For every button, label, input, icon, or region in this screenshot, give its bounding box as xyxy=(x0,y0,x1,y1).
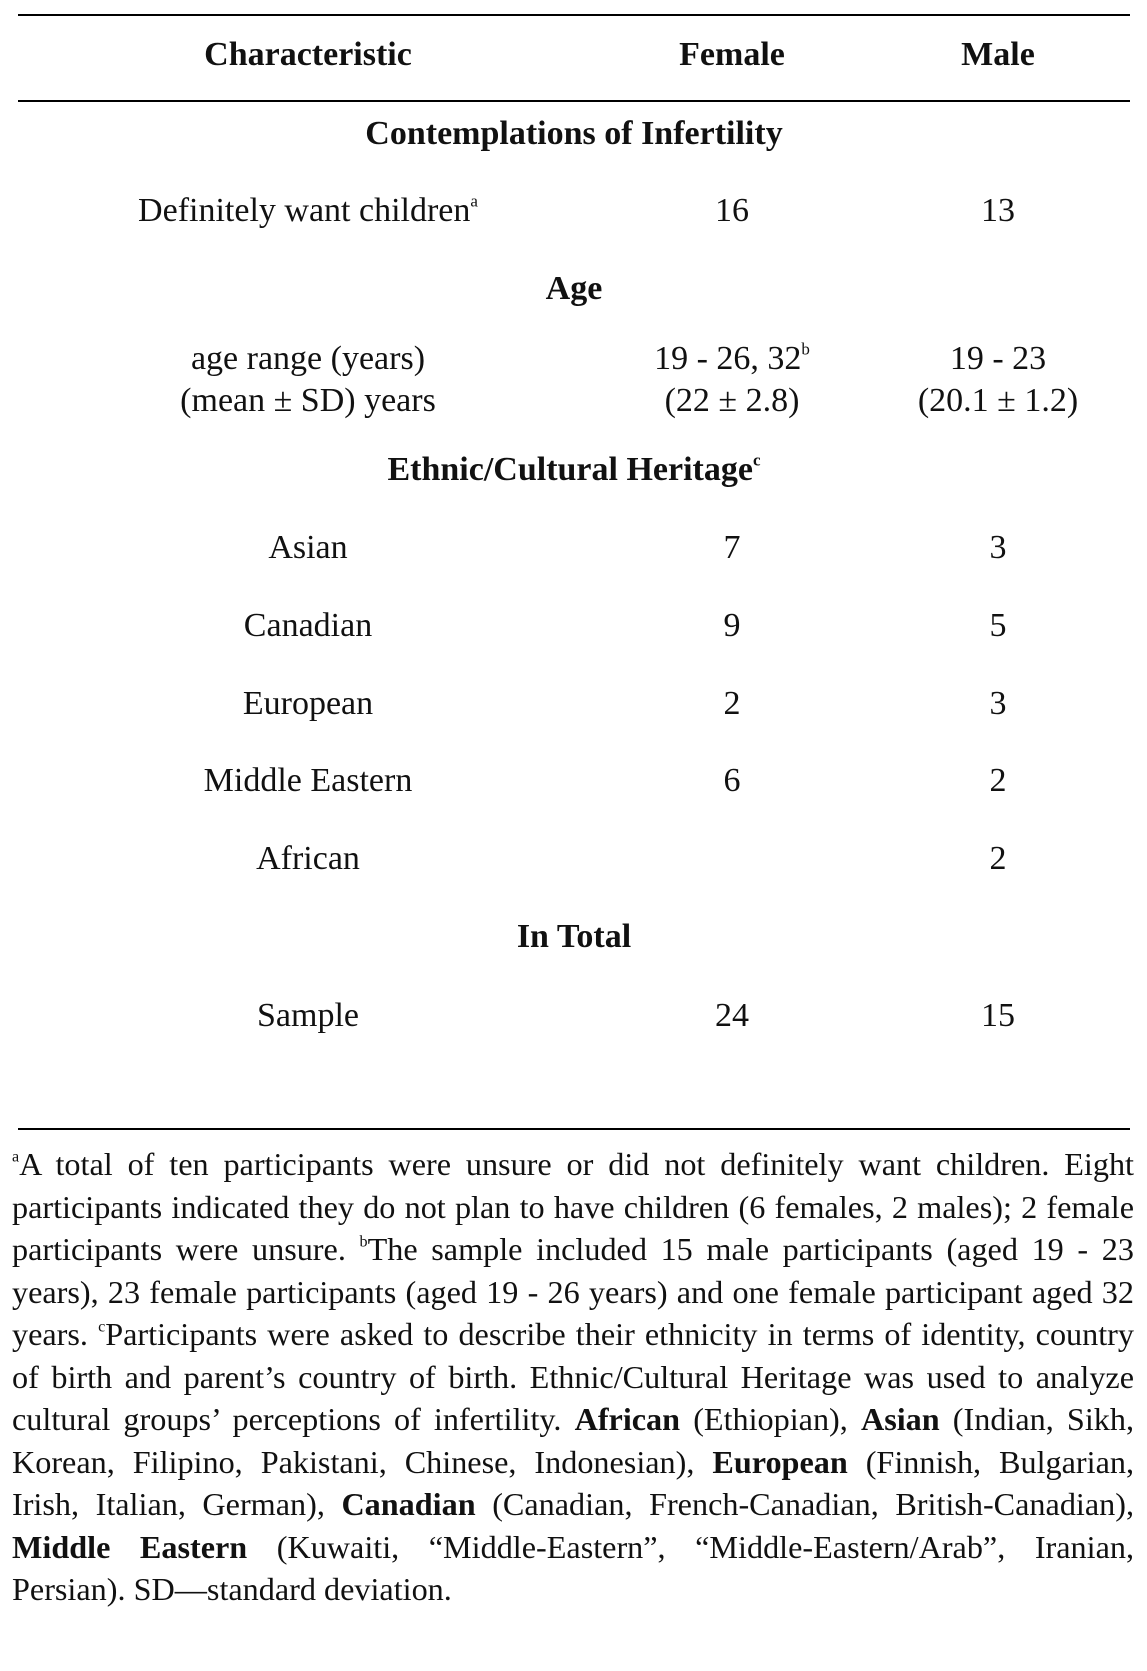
row-female-european: 2 xyxy=(723,685,741,722)
row-label-age-mean: (mean ± SD) years xyxy=(180,382,436,419)
row-female-asian: 7 xyxy=(723,529,741,566)
row-female-age-mean: (22 ± 2.8) xyxy=(664,382,800,419)
row-label-asian: Asian xyxy=(268,529,348,566)
footnote-asian-label: Asian xyxy=(860,1401,940,1437)
row-female-want-children: 16 xyxy=(715,192,749,229)
row-male-african: 2 xyxy=(989,840,1007,877)
row-label-sample: Sample xyxy=(257,997,359,1034)
footnote-b-text: The sample included 15 male participants (aged 19 - 23 years), 23 female participants (aged 19 - 26 years) and one female participant aged 32 years. xyxy=(12,1231,1134,1352)
row-label-middle-eastern: Middle Eastern xyxy=(203,762,413,799)
footnote-canadian-label: Canadian xyxy=(341,1486,476,1522)
row-label-european: European xyxy=(242,685,374,722)
footnote-african-text: (Ethiopian), xyxy=(693,1401,848,1437)
row-label-canadian: Canadian xyxy=(243,607,373,644)
section-age: Age xyxy=(545,270,603,307)
row-male-want-children: 13 xyxy=(981,192,1015,229)
row-label-age-range: age range (years) xyxy=(190,340,426,377)
header-male: Male xyxy=(961,36,1035,73)
footnote-middle-eastern-label: Middle Eastern xyxy=(12,1528,248,1565)
header-characteristic: Characteristic xyxy=(204,36,412,73)
row-female-middle-eastern: 6 xyxy=(723,762,741,799)
header-female: Female xyxy=(679,36,785,73)
footnote-mark-b: b xyxy=(359,1233,368,1251)
table-footnote xyxy=(12,1143,1134,1611)
section-ethnic: Ethnic/Cultural Heritage$^c$ xyxy=(387,450,761,488)
footnote-a-text: A total of ten participants were unsure or did not definitely want children. Eight participants indicated they do not plan to have children (6 females, 2 males); 2 female participants were unsure. xyxy=(12,1146,1134,1267)
footnote-sd-text: SD—standard deviation. xyxy=(133,1571,452,1607)
row-male-sample: 15 xyxy=(981,997,1015,1034)
row-male-age-mean: (20.1 ± 1.2) xyxy=(917,382,1079,419)
section-contemplations: Contemplations of Infertility xyxy=(365,115,783,152)
row-male-asian: 3 xyxy=(989,529,1007,566)
table-top-rule xyxy=(18,14,1130,16)
footnote-european-text: (Finnish, Bulgarian, Irish, Italian, German), xyxy=(12,1443,1135,1522)
header-rule xyxy=(18,100,1130,102)
row-label-african: African xyxy=(256,840,360,877)
section-total: In Total xyxy=(516,918,632,955)
row-male-canadian: 5 xyxy=(989,607,1007,644)
footnote-asian-text: (Indian, Sikh, Korean, Filipino, Pakistani, Chinese, Indonesian), xyxy=(12,1401,1134,1480)
footnote-canadian-text: (Canadian, French-Canadian, British-Canadian), xyxy=(492,1486,1134,1522)
footnote-c-text: Participants were asked to describe their ethnicity in terms of identity, country of birth and parent’s country of birth. Ethnic/Cultural Heritage was used to analyze cultural groups’ perceptions of infertility. xyxy=(12,1316,1134,1437)
footnote-european-label: European xyxy=(712,1443,848,1480)
row-female-age-range: 19 - 26, 32$^b$ xyxy=(654,339,810,377)
row-female-canadian: 9 xyxy=(723,607,741,644)
row-male-age-range: 19 - 23 xyxy=(949,340,1047,377)
footnote-middle-eastern-text: (Kuwaiti, “Middle-Eastern”, “Middle-Eastern/Arab”, Iranian, Persian). xyxy=(12,1528,1135,1607)
row-male-european: 3 xyxy=(989,685,1007,722)
footnote-mark-a: a xyxy=(12,1148,20,1166)
row-label-want-children: Definitely want children$^a$ xyxy=(138,191,478,229)
row-female-sample: 24 xyxy=(715,997,749,1034)
footnote-mark-c: c xyxy=(98,1318,106,1336)
footnote-african-label: African xyxy=(574,1401,681,1437)
table-bottom-rule xyxy=(18,1128,1130,1130)
row-male-middle-eastern: 2 xyxy=(989,762,1007,799)
